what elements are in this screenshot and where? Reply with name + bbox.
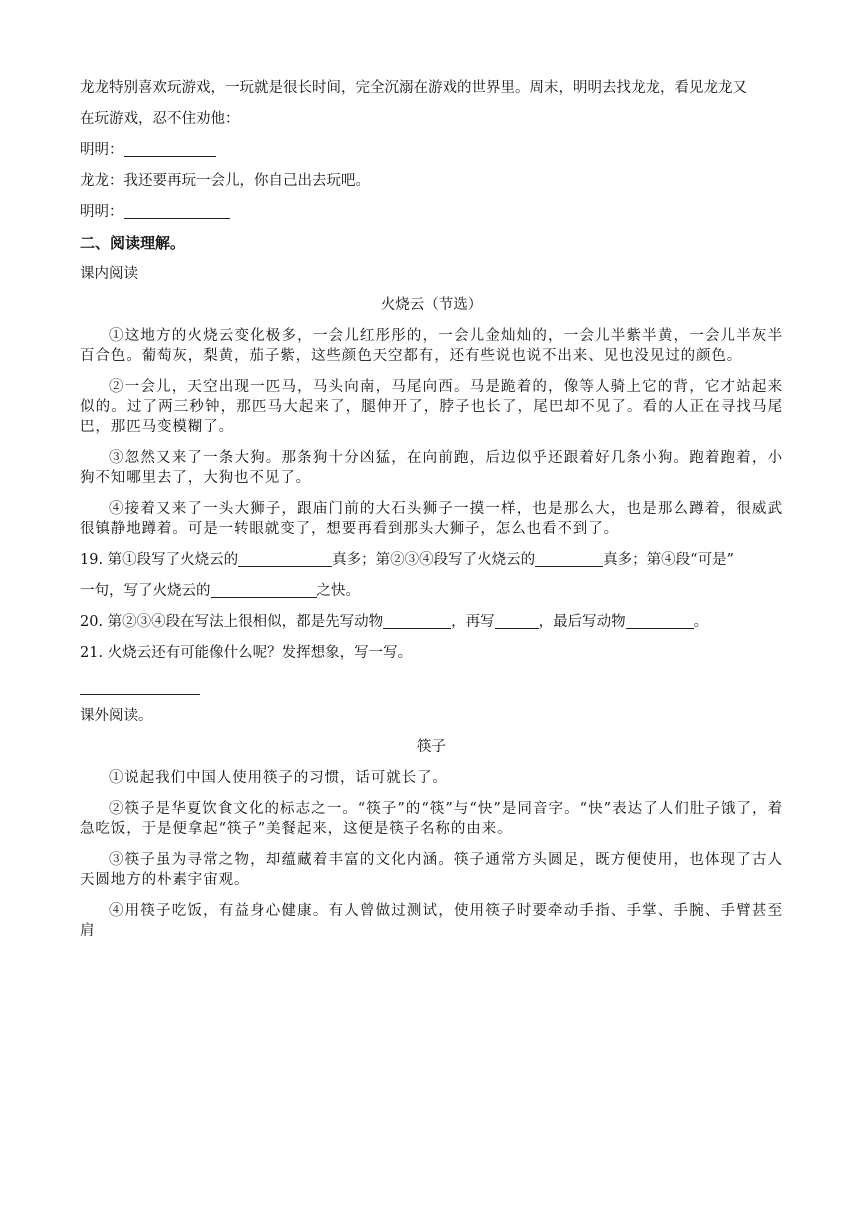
answer-blank[interactable]: [626, 612, 694, 629]
question-20: [80, 612, 783, 632]
passage-paragraph: ①说起我们中国人使用筷子的习惯，话可就长了。: [109, 770, 448, 786]
answer-blank[interactable]: [535, 550, 603, 567]
question-text: 20. 第②③④段在写法上很相似，都是先写动物: [80, 614, 384, 630]
question-text: 19. 第①段写了火烧云的: [80, 552, 239, 568]
extra-reading-label: 课外阅读。: [80, 708, 153, 724]
speaker-label: 明明：: [80, 204, 124, 220]
dialogue-longlong: 龙龙：我还要再玩一会儿，你自己出去玩吧。: [80, 173, 370, 189]
answer-blank[interactable]: [124, 140, 216, 157]
passage-title: 筷子: [417, 739, 446, 755]
passage-paragraph: ④用筷子吃饭，有益身心健康。有人曾做过测试，使用筷子时要牵动手指、手掌、手腕、手臂甚至肩: [80, 903, 783, 939]
answer-blank[interactable]: [495, 612, 539, 629]
question-text: ，再写: [451, 614, 495, 630]
in-class-label: 课内阅读: [80, 266, 138, 282]
answer-line[interactable]: [80, 674, 200, 695]
dialogue-mingming-2: [80, 202, 783, 222]
intro-line-2: 在玩游戏，忍不住劝他：: [80, 111, 240, 127]
passage-paragraph: ②筷子是华夏饮食文化的标志之一。“筷子”的“筷”与“快”是同音字。“快”表达了人们肚子饿了，着急吃饭，于是便拿起“筷子”美餐起来，这便是筷子名称的由来。: [80, 801, 783, 837]
intro-line-1: 龙龙特别喜欢玩游戏，一玩就是很长时间，完全沉溺在游戏的世界里。周末，明明去找龙龙，看见龙龙又: [80, 80, 747, 96]
passage-paragraph: ①这地方的火烧云变化极多，一会儿红彤彤的，一会儿金灿灿的，一会儿半紫半黄，一会儿半灰半百合色。葡萄灰，梨黄，茄子紫，这些颜色天空都有，还有些说也说不出来、见也没见过的颜色。: [80, 328, 783, 364]
passage-paragraph: ③忽然又来了一条大狗。那条狗十分凶猛，在向前跑，后边似乎还跟着好几条小狗。跑着跑着，小狗不知哪里去了，大狗也不见了。: [80, 450, 783, 486]
answer-blank[interactable]: [238, 550, 332, 567]
question-19-line-1: [80, 550, 783, 570]
answer-blank[interactable]: [211, 581, 317, 598]
speaker-label: 明明：: [80, 142, 124, 158]
answer-blank[interactable]: [383, 612, 451, 629]
passage-paragraph: ④接着又来了一头大狮子，跟庙门前的大石头狮子一摸一样，也是那么大，也是那么蹲着，很威武很镇静地蹲着。可是一转眼就变了，想要再看到那头大狮子，怎么也看不到了。: [80, 501, 783, 537]
answer-blank[interactable]: [124, 202, 230, 219]
question-text: 之快。: [316, 583, 360, 599]
question-21: 21. 火烧云还有可能像什么呢？发挥想象，写一写。: [80, 645, 413, 661]
question-text: 一句，写了火烧云的: [80, 583, 211, 599]
passage-title: 火烧云（节选）: [380, 297, 483, 313]
question-text: 。: [693, 614, 709, 630]
question-text: ，最后写动物: [538, 614, 626, 630]
document-page: [80, 78, 783, 952]
passage-paragraph: ②一会儿，天空出现一匹马，马头向南，马尾向西。马是跪着的，像等人骑上它的背，它才站起来似的。过了两三秒钟，那匹马大起来了，腿伸开了，脖子也长了，尾巴却不见了。看的人正在寻找马尾巴，那匹马变模糊了。: [80, 379, 783, 435]
dialogue-mingming-1: [80, 140, 783, 160]
passage-paragraph: ③筷子虽为寻常之物，却蕴藏着丰富的文化内涵。筷子通常方头圆足，既方便使用，也体现了古人天圆地方的朴素宇宙观。: [80, 852, 783, 888]
section-heading: 二、阅读理解。: [80, 234, 186, 252]
question-text: 真多；第④段“可是”: [603, 552, 734, 568]
question-19-line-2: [80, 581, 783, 601]
question-text: 真多；第②③④段写了火烧云的: [332, 552, 536, 568]
